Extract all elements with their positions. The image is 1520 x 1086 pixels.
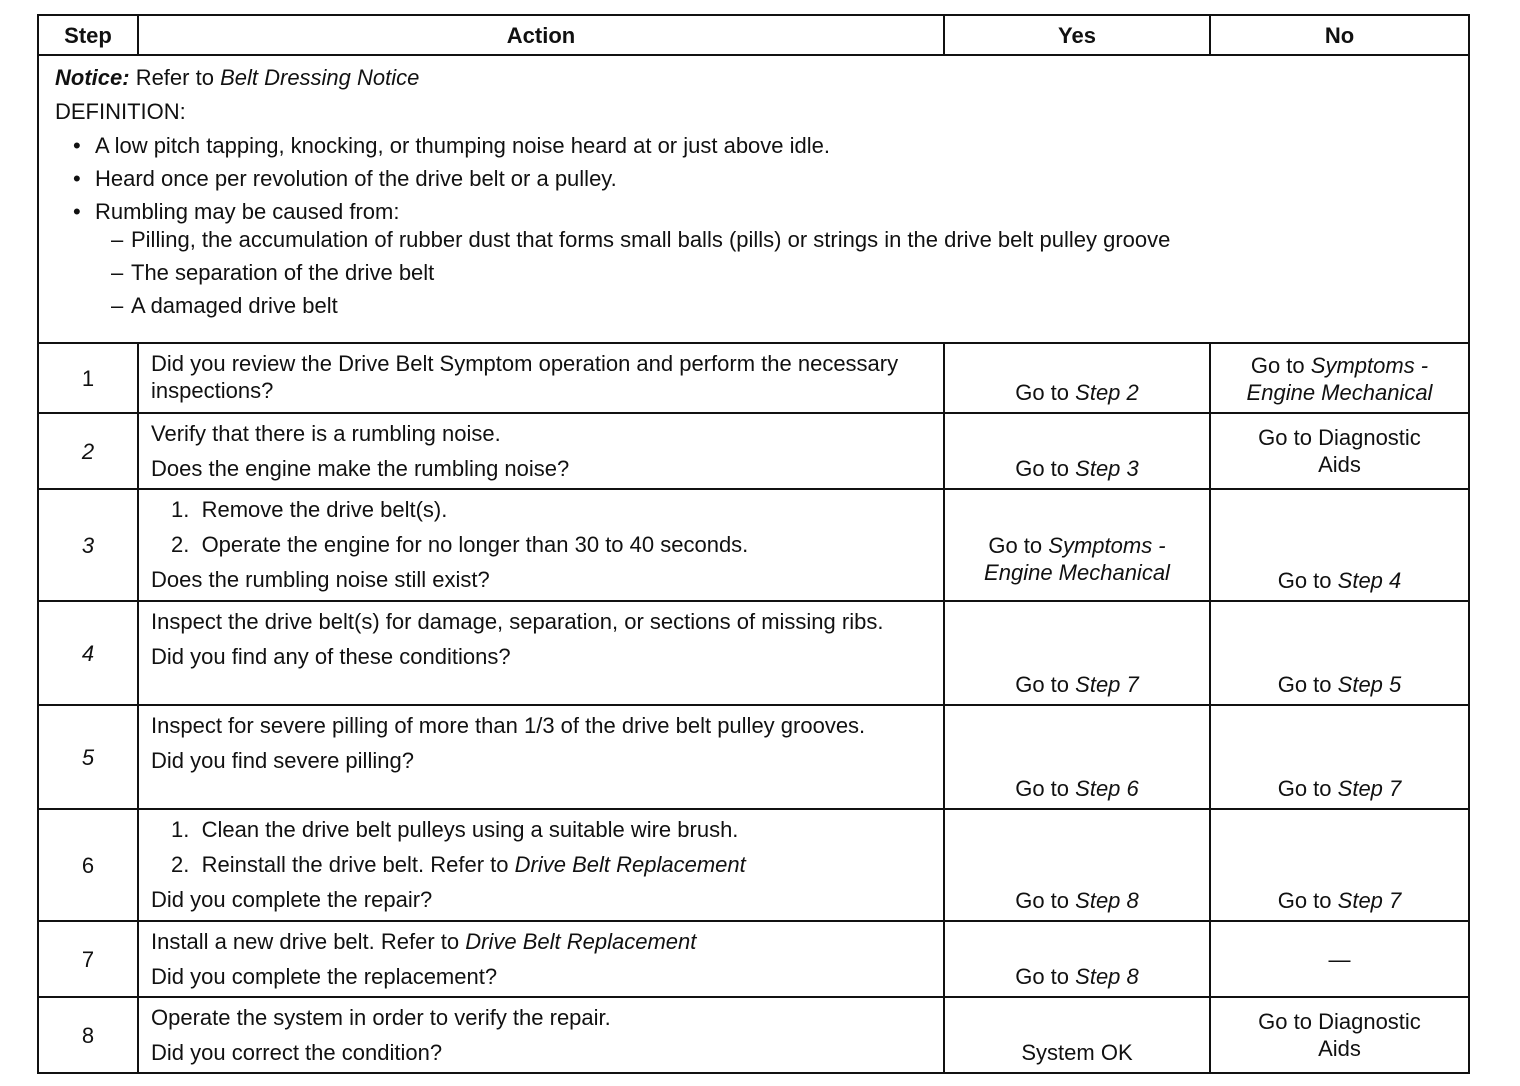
notice-ref-link[interactable]: Belt Dressing Notice bbox=[220, 65, 420, 90]
cause-item: – The separation of the drive belt bbox=[131, 259, 1452, 287]
action-cell: Did you review the Drive Belt Symptom operation and perform the necessary inspections? bbox=[138, 343, 944, 413]
yes-link[interactable]: Step 3 bbox=[1075, 456, 1139, 481]
no-link[interactable]: Step 4 bbox=[1337, 568, 1402, 593]
yes-cell: System OK bbox=[944, 997, 1210, 1073]
notice-text: Refer to bbox=[135, 65, 214, 90]
notice-cell bbox=[38, 55, 1469, 343]
yes-link[interactable]: Step 6 bbox=[1075, 776, 1139, 801]
header-yes: Yes bbox=[944, 15, 1210, 55]
action-cell: 1. Remove the drive belt(s). 2. Operate the engine for no longer than 30 to 40 seconds. Does the rumbling noise still exist? bbox=[138, 489, 944, 601]
yes-cell: Go to Step 3 bbox=[944, 413, 1210, 489]
header-no: No bbox=[1210, 15, 1469, 55]
step-number: 4 bbox=[38, 601, 138, 705]
definition-bullet: • Rumbling may be caused from: – Pilling, the accumulation of rubber dust that forms small balls (pills) or strings in the drive belt pulley groove – The separation of the drive belt – A damaged drive belt bbox=[95, 198, 1452, 320]
action-step: 1. Clean the drive belt pulleys using a suitable wire brush. bbox=[171, 817, 739, 842]
no-cell: Go to Symptoms - Engine Mechanical bbox=[1210, 343, 1469, 413]
no-link[interactable]: Step 7 bbox=[1337, 888, 1402, 913]
no-cell: — bbox=[1210, 921, 1469, 997]
definition-bullet: • Heard once per revolution of the drive belt or a pulley. bbox=[95, 165, 1452, 193]
no-cell bbox=[1210, 413, 1469, 489]
cause-item: – A damaged drive belt bbox=[131, 292, 1452, 320]
no-cell: Go to Step 5 bbox=[1210, 601, 1469, 705]
action-step: 2. Operate the engine for no longer than 30 to 40 seconds. bbox=[171, 532, 749, 557]
definition-list bbox=[55, 132, 1452, 320]
yes-link[interactable]: Step 7 bbox=[1075, 672, 1139, 697]
header-row bbox=[38, 15, 1469, 55]
yes-link[interactable]: Symptoms - Engine Mechanical bbox=[984, 533, 1170, 585]
no-link[interactable]: Go to Diagnostic Aids bbox=[1258, 425, 1421, 477]
yes-link[interactable]: Step 2 bbox=[1075, 380, 1139, 405]
yes-link[interactable]: Step 8 bbox=[1075, 964, 1139, 989]
header-step: Step bbox=[38, 15, 138, 55]
yes-cell: Go to Step 8 bbox=[944, 921, 1210, 997]
table-row bbox=[38, 601, 1469, 705]
table-row bbox=[38, 705, 1469, 809]
header-action: Action bbox=[138, 15, 944, 55]
definition-bullet: • A low pitch tapping, knocking, or thumping noise heard at or just above idle. bbox=[95, 132, 1452, 160]
no-cell: Go to Step 7 bbox=[1210, 809, 1469, 921]
step-number: 6 bbox=[38, 809, 138, 921]
step-number: 7 bbox=[38, 921, 138, 997]
diagnostic-table bbox=[37, 14, 1470, 1074]
notice-row bbox=[38, 55, 1469, 343]
no-cell bbox=[1210, 997, 1469, 1073]
action-link[interactable]: Drive Belt Replacement bbox=[514, 852, 746, 877]
step-number: 2 bbox=[38, 413, 138, 489]
table-row bbox=[38, 921, 1469, 997]
table-row bbox=[38, 413, 1469, 489]
table-row bbox=[38, 489, 1469, 601]
step-number: 5 bbox=[38, 705, 138, 809]
action-link[interactable]: Drive Belt Replacement bbox=[465, 929, 697, 954]
no-link[interactable]: Step 7 bbox=[1337, 776, 1402, 801]
action-cell: Install a new drive belt. Refer to Drive Belt Replacement Did you complete the replacement? bbox=[138, 921, 944, 997]
action-steps bbox=[151, 816, 931, 878]
yes-link[interactable]: Step 8 bbox=[1075, 888, 1139, 913]
step-number: 1 bbox=[38, 343, 138, 413]
cause-item: – Pilling, the accumulation of rubber dust that forms small balls (pills) or strings in the drive belt pulley groove bbox=[131, 226, 1452, 254]
action-cell: Verify that there is a rumbling noise. Does the engine make the rumbling noise? bbox=[138, 413, 944, 489]
step-number: 3 bbox=[38, 489, 138, 601]
action-cell: Inspect the drive belt(s) for damage, separation, or sections of missing ribs. Did you find any of these conditions? bbox=[138, 601, 944, 705]
no-link[interactable]: Step 5 bbox=[1337, 672, 1402, 697]
table-row bbox=[38, 343, 1469, 413]
definition-heading: DEFINITION: bbox=[55, 99, 186, 124]
yes-cell: Go to Step 8 bbox=[944, 809, 1210, 921]
action-step: 2. Reinstall the drive belt. Refer to Drive Belt Replacement bbox=[171, 852, 746, 877]
yes-cell: Go to Step 2 bbox=[944, 343, 1210, 413]
cause-list bbox=[95, 226, 1452, 320]
action-steps bbox=[151, 496, 931, 558]
no-link[interactable]: Go to Diagnostic Aids bbox=[1258, 1009, 1421, 1061]
yes-cell: Go to Step 7 bbox=[944, 601, 1210, 705]
action-cell: 1. Clean the drive belt pulleys using a suitable wire brush. 2. Reinstall the drive belt. Refer to Drive Belt Replacement Did you complete the repair? bbox=[138, 809, 944, 921]
step-number: 8 bbox=[38, 997, 138, 1073]
notice-line bbox=[55, 64, 1452, 92]
action-cell: Operate the system in order to verify the repair. Did you correct the condition? bbox=[138, 997, 944, 1073]
action-cell: Inspect for severe pilling of more than 1/3 of the drive belt pulley grooves. Did you find severe pilling? bbox=[138, 705, 944, 809]
no-link[interactable]: Symptoms - Engine Mechanical bbox=[1246, 353, 1433, 405]
notice-label: Notice: bbox=[55, 65, 130, 90]
no-cell: Go to Step 7 bbox=[1210, 705, 1469, 809]
no-cell: Go to Step 4 bbox=[1210, 489, 1469, 601]
action-step: 1. Remove the drive belt(s). bbox=[171, 497, 448, 522]
table-row bbox=[38, 809, 1469, 921]
yes-cell: Go to Symptoms - Engine Mechanical bbox=[944, 489, 1210, 601]
yes-cell: Go to Step 6 bbox=[944, 705, 1210, 809]
table-row bbox=[38, 997, 1469, 1073]
